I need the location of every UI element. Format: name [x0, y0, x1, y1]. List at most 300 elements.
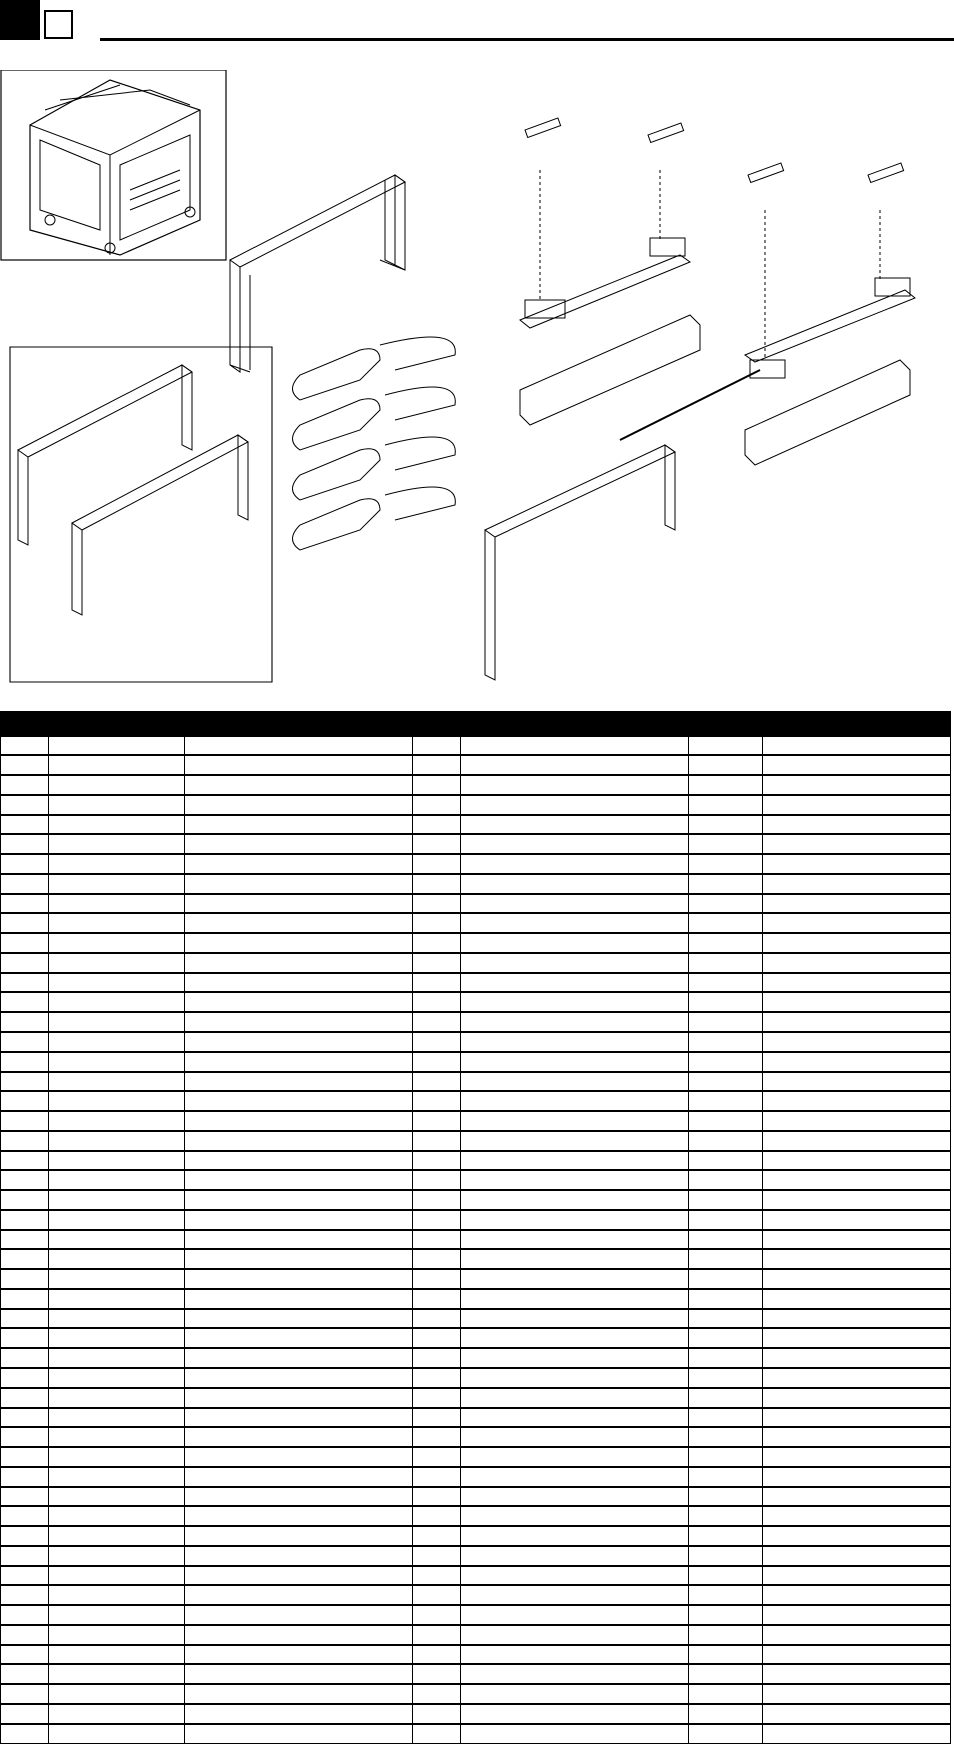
table-cell	[413, 1111, 461, 1131]
table-cell	[689, 1131, 763, 1151]
table-cell	[49, 1368, 185, 1388]
table-cell	[1, 755, 49, 775]
table-cell	[689, 1289, 763, 1309]
table-row	[1, 775, 951, 795]
table-cell	[1, 1052, 49, 1072]
table-cell	[413, 1012, 461, 1032]
table-cell	[461, 1645, 689, 1665]
table-cell	[689, 1664, 763, 1684]
table-cell	[763, 1506, 951, 1526]
table-cell	[1, 1032, 49, 1052]
table-cell	[461, 854, 689, 874]
table-cell	[413, 1328, 461, 1348]
table-cell	[1, 1190, 49, 1210]
table-cell	[689, 795, 763, 815]
table-cell	[413, 1467, 461, 1487]
table-cell	[413, 1605, 461, 1625]
table-cell	[763, 1131, 951, 1151]
table-cell	[763, 1645, 951, 1665]
table-cell	[763, 894, 951, 914]
table-cell	[763, 775, 951, 795]
table-cell	[763, 1585, 951, 1605]
table-cell	[689, 1309, 763, 1329]
table-cell	[763, 1249, 951, 1269]
table-cell	[1, 1348, 49, 1368]
table-cell	[763, 992, 951, 1012]
table-cell	[49, 953, 185, 973]
table-cell	[413, 1664, 461, 1684]
table-cell	[689, 1526, 763, 1546]
table-cell	[413, 1645, 461, 1665]
table-cell	[185, 775, 413, 795]
table-cell	[1, 834, 49, 854]
table-cell	[689, 775, 763, 795]
table-cell	[185, 1368, 413, 1388]
table-cell	[689, 1091, 763, 1111]
parts-list-table	[0, 711, 951, 1744]
table-cell	[763, 1012, 951, 1032]
table-row	[1, 1684, 951, 1704]
table-cell	[461, 1368, 689, 1388]
table-cell	[49, 1151, 185, 1171]
table-cell	[763, 1328, 951, 1348]
table-cell	[49, 1230, 185, 1250]
table-cell	[763, 933, 951, 953]
table-cell	[689, 1684, 763, 1704]
table-cell	[185, 1072, 413, 1092]
table-cell	[461, 874, 689, 894]
table-cell	[689, 1467, 763, 1487]
table-cell	[461, 1585, 689, 1605]
table-cell	[49, 1427, 185, 1447]
table-cell	[461, 1210, 689, 1230]
table-header-row	[1, 712, 951, 736]
table-cell	[1, 1210, 49, 1230]
table-cell	[185, 1309, 413, 1329]
table-cell	[185, 1249, 413, 1269]
table-cell	[461, 1052, 689, 1072]
table-cell	[763, 1427, 951, 1447]
table-cell	[763, 1546, 951, 1566]
table-cell	[1, 1309, 49, 1329]
table-cell	[1, 1289, 49, 1309]
table-cell	[461, 1131, 689, 1151]
table-cell	[763, 1289, 951, 1309]
table-cell	[1, 1546, 49, 1566]
table-cell	[763, 854, 951, 874]
table-cell	[49, 933, 185, 953]
table-cell	[1, 1447, 49, 1467]
table-cell	[185, 1151, 413, 1171]
table-cell	[185, 854, 413, 874]
table-cell	[185, 1506, 413, 1526]
table-cell	[461, 1724, 689, 1744]
table-cell	[49, 1724, 185, 1744]
table-cell	[1, 815, 49, 835]
linear-axis-assemblies	[520, 118, 915, 465]
table-cell	[49, 1645, 185, 1665]
table-cell	[1, 1467, 49, 1487]
table-row	[1, 1052, 951, 1072]
table-row	[1, 1605, 951, 1625]
page-tab	[44, 10, 73, 39]
table-cell	[185, 1526, 413, 1546]
table-cell	[763, 795, 951, 815]
table-cell	[413, 1072, 461, 1092]
table-cell	[763, 1052, 951, 1072]
table-cell	[413, 1210, 461, 1230]
table-cell	[185, 1052, 413, 1072]
table-cell	[461, 1012, 689, 1032]
table-cell	[461, 1506, 689, 1526]
table-cell	[185, 1487, 413, 1507]
table-cell	[1, 1388, 49, 1408]
table-cell	[49, 1111, 185, 1131]
table-cell	[689, 1388, 763, 1408]
table-cell	[413, 1269, 461, 1289]
table-cell	[461, 736, 689, 756]
table-cell	[413, 913, 461, 933]
table-cell	[413, 1249, 461, 1269]
table-cell	[185, 953, 413, 973]
table-cell	[413, 1546, 461, 1566]
table-cell	[413, 1625, 461, 1645]
table-cell	[689, 1230, 763, 1250]
table-row	[1, 815, 951, 835]
table-cell	[689, 1072, 763, 1092]
table-row	[1, 1704, 951, 1724]
table-cell	[763, 1091, 951, 1111]
table-cell	[185, 755, 413, 775]
table-cell	[689, 1328, 763, 1348]
table-cell	[689, 1704, 763, 1724]
table-row	[1, 933, 951, 953]
table-cell	[461, 1091, 689, 1111]
table-cell	[413, 973, 461, 993]
table-cell	[763, 1605, 951, 1625]
table-cell	[1, 1230, 49, 1250]
table-cell	[413, 1289, 461, 1309]
table-cell	[185, 1724, 413, 1744]
table-cell	[689, 1408, 763, 1428]
table-cell	[413, 1447, 461, 1467]
table-cell	[413, 736, 461, 756]
table-cell	[49, 1249, 185, 1269]
table-cell	[1, 1625, 49, 1645]
table-cell	[689, 834, 763, 854]
table-cell	[413, 1091, 461, 1111]
table-cell	[413, 1131, 461, 1151]
table-row	[1, 795, 951, 815]
table-cell	[763, 1269, 951, 1289]
table-cell	[413, 933, 461, 953]
table-cell	[461, 815, 689, 835]
table-cell	[763, 834, 951, 854]
table-row	[1, 1408, 951, 1428]
table-cell	[185, 1289, 413, 1309]
table-cell	[1, 1487, 49, 1507]
table-cell	[185, 1447, 413, 1467]
table-row	[1, 1032, 951, 1052]
table-cell	[763, 953, 951, 973]
table-cell	[49, 1032, 185, 1052]
table-cell	[461, 1605, 689, 1625]
table-cell	[689, 1546, 763, 1566]
table-cell	[185, 1210, 413, 1230]
table-cell	[1, 1131, 49, 1151]
table-cell	[1, 795, 49, 815]
frame-assembly-inset	[10, 347, 272, 682]
table-cell	[185, 1012, 413, 1032]
table-row	[1, 874, 951, 894]
table-row	[1, 1111, 951, 1131]
table-cell	[185, 795, 413, 815]
table-cell	[413, 1526, 461, 1546]
table-cell	[1, 874, 49, 894]
table-cell	[49, 854, 185, 874]
table-cell	[763, 1487, 951, 1507]
table-cell	[49, 1408, 185, 1428]
table-cell	[413, 1388, 461, 1408]
table-cell	[49, 1566, 185, 1586]
table-row	[1, 1190, 951, 1210]
table-cell	[689, 1585, 763, 1605]
table-cell	[49, 834, 185, 854]
table-cell	[1, 894, 49, 914]
table-row	[1, 1091, 951, 1111]
table-cell	[461, 834, 689, 854]
table-cell	[763, 1625, 951, 1645]
table-cell	[49, 1487, 185, 1507]
table-cell	[689, 1111, 763, 1131]
table-cell	[689, 1269, 763, 1289]
table-cell	[185, 1111, 413, 1131]
table-cell	[185, 1664, 413, 1684]
table-cell	[461, 1388, 689, 1408]
table-row	[1, 1151, 951, 1171]
table-cell	[49, 1467, 185, 1487]
table-cell	[49, 1704, 185, 1724]
table-cell	[49, 1546, 185, 1566]
table-cell	[461, 992, 689, 1012]
table-cell	[689, 992, 763, 1012]
table-row	[1, 1526, 951, 1546]
table-cell	[49, 894, 185, 914]
table-cell	[413, 1230, 461, 1250]
table-row	[1, 973, 951, 993]
table-cell	[49, 1585, 185, 1605]
table-cell	[689, 1487, 763, 1507]
table-cell	[49, 736, 185, 756]
table-row	[1, 1012, 951, 1032]
table-cell	[185, 1032, 413, 1052]
table-cell	[689, 1447, 763, 1467]
table-cell	[185, 1408, 413, 1428]
table-cell	[1, 1328, 49, 1348]
table-cell	[49, 1091, 185, 1111]
table-cell	[1, 854, 49, 874]
table-row	[1, 1388, 951, 1408]
table-cell	[49, 815, 185, 835]
table-cell	[1, 736, 49, 756]
table-row	[1, 1289, 951, 1309]
table-cell	[689, 1249, 763, 1269]
table-cell	[185, 1467, 413, 1487]
table-cell	[689, 913, 763, 933]
table-row	[1, 894, 951, 914]
table-cell	[461, 1664, 689, 1684]
column-header	[413, 712, 461, 736]
table-cell	[49, 874, 185, 894]
table-cell	[763, 1190, 951, 1210]
table-cell	[413, 1190, 461, 1210]
table-cell	[49, 1210, 185, 1230]
column-header	[689, 712, 763, 736]
table-cell	[185, 1645, 413, 1665]
table-cell	[763, 1170, 951, 1190]
table-cell	[763, 1348, 951, 1368]
table-row	[1, 1724, 951, 1744]
table-row	[1, 1506, 951, 1526]
table-cell	[413, 1506, 461, 1526]
table-row	[1, 1131, 951, 1151]
table-cell	[763, 874, 951, 894]
column-header	[49, 712, 185, 736]
table-cell	[413, 1032, 461, 1052]
table-cell	[461, 1151, 689, 1171]
table-cell	[49, 1328, 185, 1348]
table-cell	[461, 1427, 689, 1447]
table-cell	[461, 755, 689, 775]
table-cell	[1, 1526, 49, 1546]
table-cell	[461, 953, 689, 973]
table-cell	[413, 1348, 461, 1368]
table-cell	[49, 1269, 185, 1289]
table-cell	[763, 1230, 951, 1250]
table-row	[1, 834, 951, 854]
table-cell	[763, 815, 951, 835]
table-cell	[413, 953, 461, 973]
table-cell	[185, 1704, 413, 1724]
table-cell	[461, 795, 689, 815]
table-cell	[763, 1151, 951, 1171]
table-cell	[49, 1289, 185, 1309]
table-cell	[49, 1447, 185, 1467]
table-cell	[1, 1170, 49, 1190]
table-row	[1, 1249, 951, 1269]
table-cell	[1, 1664, 49, 1684]
cable-chains	[293, 337, 456, 550]
table-row	[1, 1170, 951, 1190]
table-cell	[689, 933, 763, 953]
table-cell	[185, 834, 413, 854]
table-cell	[763, 1526, 951, 1546]
table-cell	[689, 1151, 763, 1171]
table-cell	[689, 874, 763, 894]
table-cell	[49, 973, 185, 993]
table-cell	[689, 854, 763, 874]
table-cell	[461, 1684, 689, 1704]
table-cell	[49, 1052, 185, 1072]
table-cell	[1, 1072, 49, 1092]
table-row	[1, 1487, 951, 1507]
table-cell	[763, 755, 951, 775]
table-cell	[689, 736, 763, 756]
table-cell	[185, 736, 413, 756]
table-cell	[461, 1467, 689, 1487]
table-cell	[413, 1487, 461, 1507]
table-cell	[689, 1724, 763, 1744]
table-cell	[49, 775, 185, 795]
table-cell	[49, 1012, 185, 1032]
table-cell	[185, 1566, 413, 1586]
table-cell	[413, 1684, 461, 1704]
table-cell	[461, 933, 689, 953]
table-cell	[185, 874, 413, 894]
table-cell	[1, 1605, 49, 1625]
table-cell	[763, 1467, 951, 1487]
table-cell	[1, 1704, 49, 1724]
table-cell	[49, 1506, 185, 1526]
table-cell	[49, 913, 185, 933]
table-cell	[689, 1170, 763, 1190]
table-cell	[49, 992, 185, 1012]
table-row	[1, 1467, 951, 1487]
table-cell	[1, 913, 49, 933]
table-cell	[689, 973, 763, 993]
table-cell	[689, 1012, 763, 1032]
table-cell	[689, 1645, 763, 1665]
table-cell	[763, 913, 951, 933]
table-cell	[461, 1170, 689, 1190]
table-cell	[49, 1131, 185, 1151]
table-cell	[763, 1704, 951, 1724]
table-cell	[763, 1684, 951, 1704]
table-row	[1, 1645, 951, 1665]
table-row	[1, 1269, 951, 1289]
table-cell	[1, 1012, 49, 1032]
table-cell	[461, 1289, 689, 1309]
table-cell	[461, 1328, 689, 1348]
table-cell	[461, 1249, 689, 1269]
table-cell	[689, 1605, 763, 1625]
table-cell	[763, 973, 951, 993]
table-cell	[185, 933, 413, 953]
table-cell	[1, 1368, 49, 1388]
table-cell	[413, 1408, 461, 1428]
table-cell	[185, 1131, 413, 1151]
table-row	[1, 1566, 951, 1586]
table-cell	[689, 1348, 763, 1368]
table-cell	[689, 1625, 763, 1645]
table-cell	[763, 736, 951, 756]
table-cell	[185, 1585, 413, 1605]
table-cell	[413, 1427, 461, 1447]
table-cell	[185, 1269, 413, 1289]
table-cell	[689, 953, 763, 973]
table-cell	[185, 894, 413, 914]
table-cell	[461, 1072, 689, 1092]
table-cell	[1, 1091, 49, 1111]
table-row	[1, 1210, 951, 1230]
table-cell	[1, 1269, 49, 1289]
column-header	[461, 712, 689, 736]
table-cell	[185, 1328, 413, 1348]
table-row	[1, 1427, 951, 1447]
table-cell	[413, 1052, 461, 1072]
table-cell	[49, 1684, 185, 1704]
table-cell	[1, 1684, 49, 1704]
